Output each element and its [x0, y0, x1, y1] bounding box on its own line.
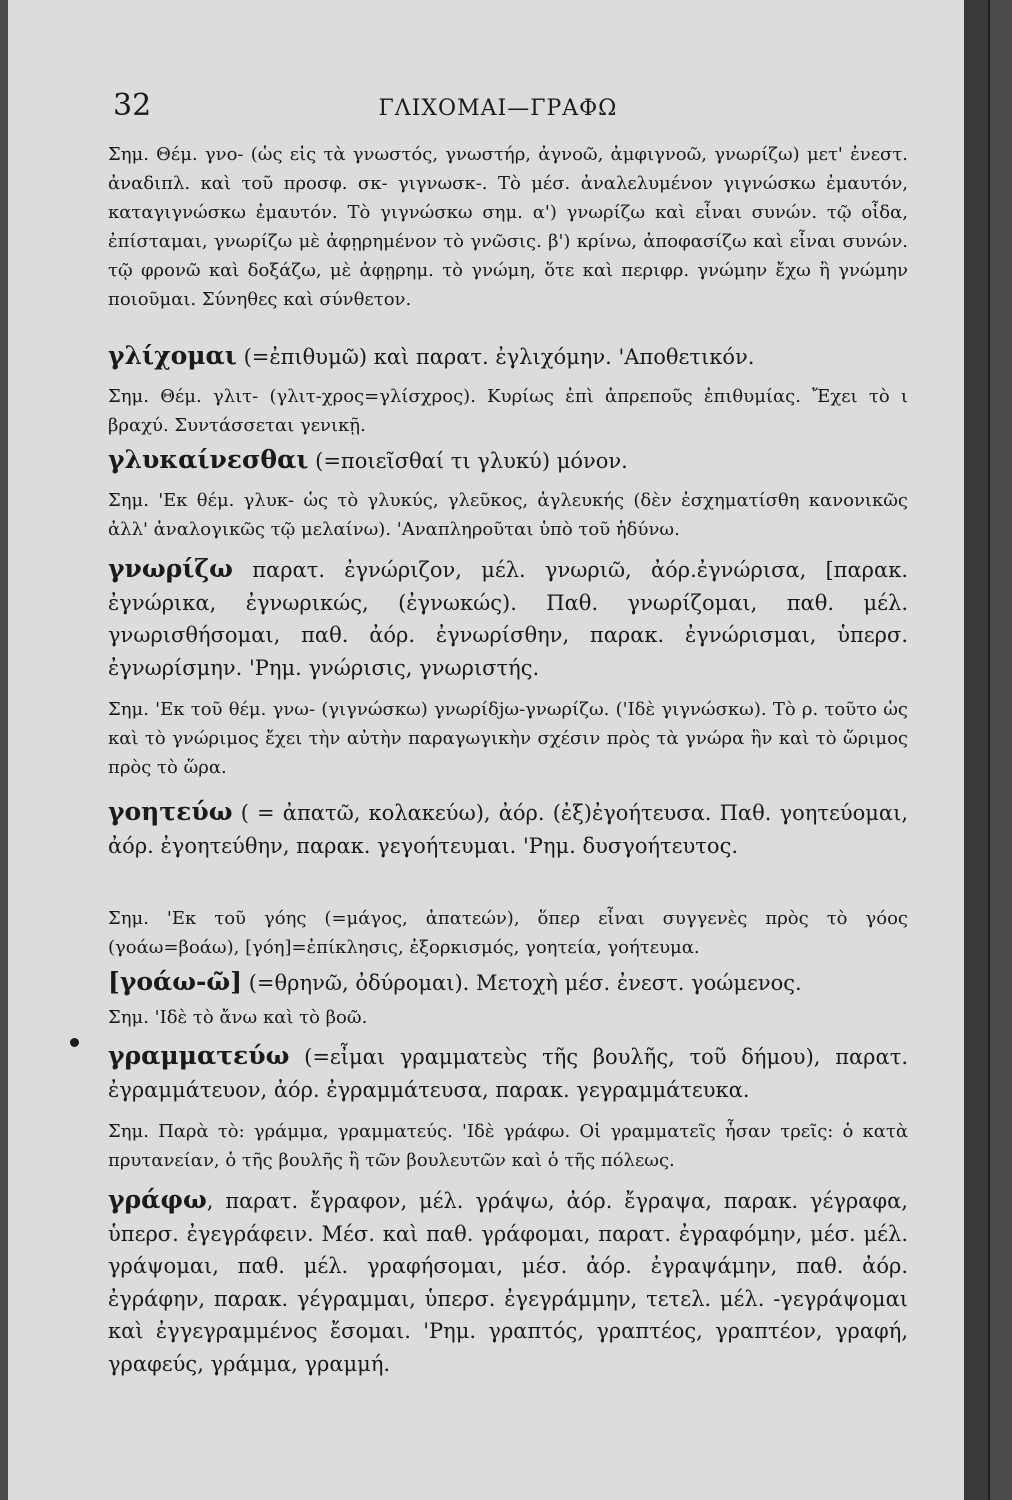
headword: [γοάω-ῶ]: [108, 967, 243, 996]
entry-goao: [108, 966, 908, 1000]
note-grammateuo: Σημ. Παρὰ τὸ: γράμμα, γραμματεύς. 'Ιδὲ γράφω. Οἱ γραμματεῖς ἦσαν τρεῖς: ὁ κατὰ πρυτανείαν, ὁ τῆς βουλῆς ἢ τῶν βουλευτῶν καὶ ὁ τῆς πόλεως.: [108, 1121, 908, 1171]
note-glichomai: Σημ. Θέμ. γλιτ- (γλιτ-χρος=γλίσχρος). Κυρίως ἐπὶ ἀπρεποῦς ἐπιθυμίας. Ἔχει τὸ ι βραχύ. Συντάσσεται γενικῇ.: [108, 386, 908, 436]
headword: γράφω: [108, 1185, 207, 1214]
entry-grafo: [108, 1184, 908, 1380]
note-glykainesthai: Σημ. 'Εκ θέμ. γλυκ- ὡς τὸ γλυκύς, γλεῦκος, ἀγλευκής (δὲν ἐσχηματίσθη κανονικῶς ἀλλ' ἀναλογικῶς τῷ μελαίνω). 'Αναπληροῦται ὑπὸ τοῦ ἡδύνω.: [108, 490, 908, 540]
note-goiteuo: Σημ. 'Εκ τοῦ γόης (=μάγος, ἀπατεών), ὅπερ εἶναι συγγενὲς πρὸς τὸ γόος (γοάω=βοάω), [γόη]=ἐπίκλησις, ἐξορκισμός, γοητεία, γοήτευμα.: [108, 908, 908, 958]
note-gnorizo: Σημ. 'Εκ τοῦ θέμ. γνω- (γιγνώσκω) γνωρίδjω-γνωρίζω. ('Ιδὲ γιγνώσκω). Τὸ ρ. τοῦτο ὡς καὶ τὸ γνώριμος ἔχει τὴν αὐτὴν παραγωγικὴν σχέσιν πρὸς τὰ γνώρα ἣν καὶ τὸ ὥριμος πρὸς τὸ ὥρα.: [108, 699, 908, 778]
entry-text: ( = ἀπατῶ, κολακεύω), ἀόρ. (ἐξ)ἐγοήτευσα. Παθ. γοητεύομαι, ἀόρ. ἐγοητεύθην, παρακ. γεγοήτευμαι. 'Ρημ. δυσγοήτευτος.: [108, 801, 908, 858]
entry-glykainesthai: [108, 444, 908, 478]
page-number: 32: [113, 88, 152, 123]
headword: γλίχομαι: [108, 341, 237, 370]
entry-text: (=ποιεῖσθαί τι γλυκύ) μόνον.: [308, 449, 628, 473]
entry-text: παρατ. ἐγνώριζον, μέλ. γνωριῶ, ἀόρ.ἐγνώρισα, [παρακ. ἐγνώρικα, ἐγνωρικώς, (ἐγνωκώς). Παθ. γνωρίζομαι, παθ. μέλ. γνωρισθήσομαι, παθ. ἀόρ. ἐγνωρίσθην, παρακ. ἐγνώρισμαι, ὑπερσ. ἐγνωρίσμην. 'Ρημ. γνώρισις, γνωριστής.: [108, 558, 908, 680]
note-goao: Σημ. 'Ιδὲ τὸ ἄνω καὶ τὸ βοῶ.: [108, 1007, 368, 1028]
headword: γοητεύω: [108, 797, 233, 826]
entry-goiteuo: [108, 796, 908, 862]
headword: γλυκαίνεσθαι: [108, 445, 309, 474]
running-head: ΓΛΙΧΟΜΑΙ—ΓΡΑΦΩ: [378, 96, 618, 121]
page-edge: [964, 0, 988, 1500]
entry-text: (=εἶμαι γραμματεὺς τῆς βουλῆς, τοῦ δήμου), παρατ. ἐγραμμάτευον, ἀόρ. ἐγραμμάτευσα, παρακ. γεγραμμάτευκα.: [108, 1045, 908, 1102]
entry-text: (=ἐπιθυμῶ) καὶ παρατ. ἐγλιχόμην. 'Αποθετικόν.: [236, 345, 755, 369]
headword: γνωρίζω: [108, 554, 233, 583]
entry-grammateuo: [108, 1040, 908, 1106]
entry-gnorizo: [108, 553, 908, 684]
ink-spot: [70, 1038, 79, 1047]
entry-glichomai: [108, 340, 908, 374]
note-gignosko: Σημ. Θέμ. γνο- (ὡς εἰς τὰ γνωστός, γνωστήρ, ἀγνοῶ, ἀμφιγνοῶ, γνωρίζω) μετ' ἐνεστ. ἀναδιπλ. καὶ τοῦ προσφ. σκ- γιγνωσκ-. Τὸ μέσ. ἀναλελυμένον γιγνώσκω ἐμαυτόν, καταγιγνώσκω ἐμαυτόν. Τὸ γιγνώσκω σημ. α') γνωρίζω καὶ εἶναι συνών. τῷ οἶδα, ἐπίσταμαι, γνωρίζω μὲ ἀφῃρημένον τὸ γνῶσις. β') κρίνω, ἀποφασίζω καὶ εἶναι συνών. τῷ φρονῶ καὶ δοξάζω, μὲ ἀφῃρημ. τὸ γνώμη, ὅτε καὶ περιφρ. γνώμην ἔχω ἢ γνώμην ποιοῦμαι. Σύνηθες καὶ σύνθετον.: [108, 144, 908, 310]
book-page: [8, 0, 990, 1500]
entry-text: , παρατ. ἔγραφον, μέλ. γράψω, ἀόρ. ἔγραψα, παρακ. γέγραφα, ὑπερσ. ἐγεγράφειν. Μέσ. καὶ παθ. γράφομαι, παρατ. ἐγραφόμην, μέσ. μέλ. γράψομαι, παθ. μέλ. γραφήσομαι, μέσ. ἀόρ. ἐγραψάμην, παθ. ἀόρ. ἐγράφην, παρακ. γέγραμμαι, ὑπερσ. ἐγεγράμμην, τετελ. μέλ. -γεγράψομαι καὶ ἐγγεγραμμένος ἔσομαι. 'Ρημ. γραπτός, γραπτέος, γραπτέον, γραφή, γραφεύς, γράμμα, γραμμή.: [108, 1189, 908, 1376]
entry-text: (=θρηνῶ, ὀδύρομαι). Μετοχὴ μέσ. ἐνεστ. γοώμενος.: [242, 971, 802, 995]
headword: γραμματεύω: [108, 1041, 290, 1070]
